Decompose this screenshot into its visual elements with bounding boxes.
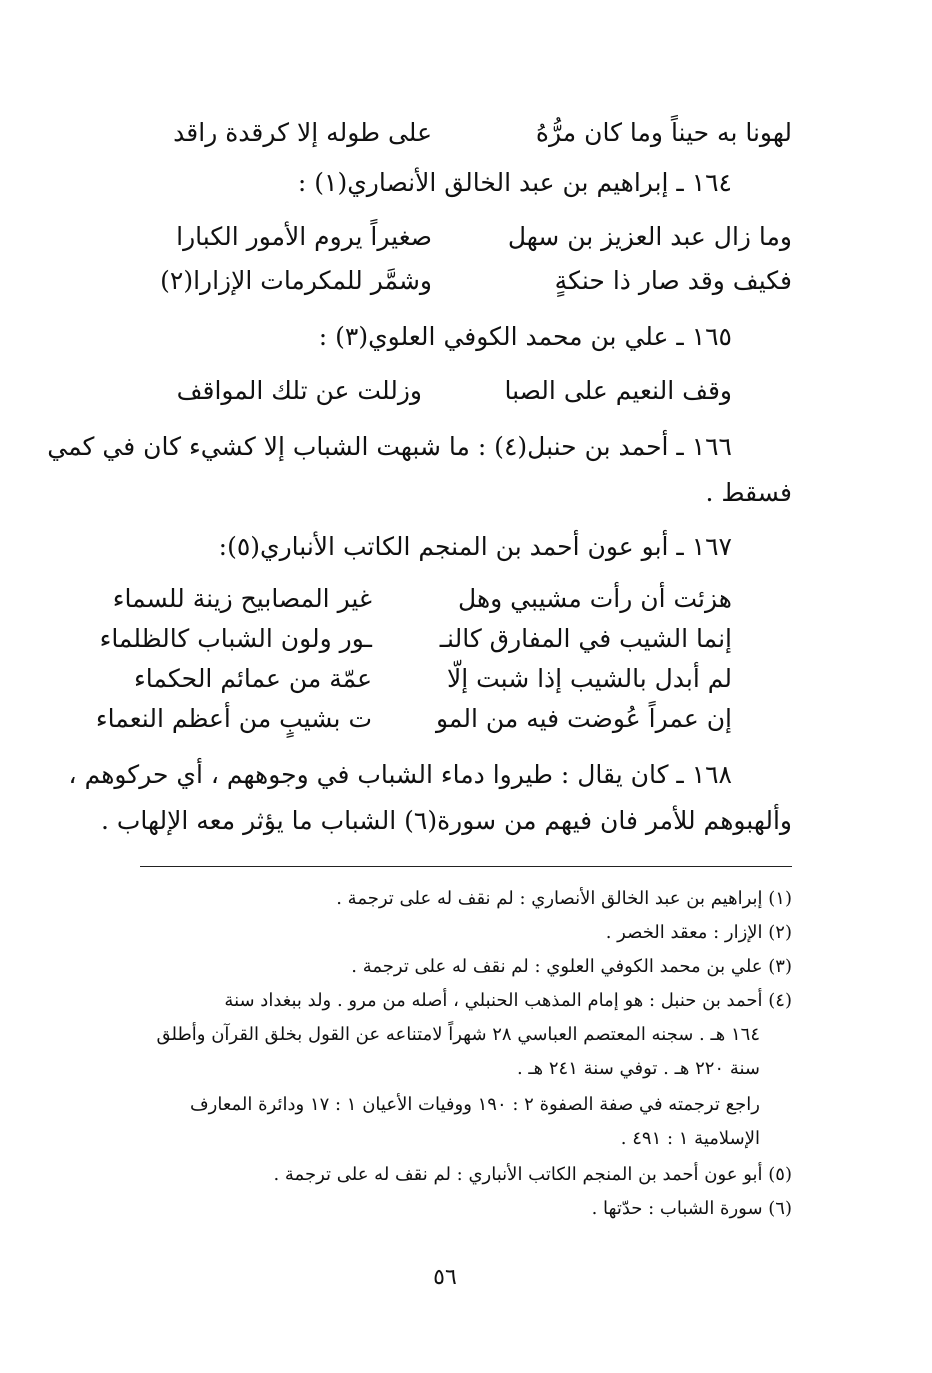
verse-hemistich-left: صغيراً يروم الأمور الكبارا [176, 222, 432, 251]
verse-line [173, 118, 792, 148]
entry-166-line1: ١٦٦ ـ أحمد بن حنبل(٤) : ما شبهت الشباب إلا كشيء كان في كمي [47, 432, 732, 461]
footnote-3: (٣) علي بن محمد الكوفي العلوي : لم نقف له على ترجمة . [351, 956, 792, 977]
page-number: ٥٦ [433, 1265, 457, 1290]
verse-line [100, 624, 732, 654]
footnote-1: (١) إبراهيم بن عبد الخالق الأنصاري : لم نقف له على ترجمة . [336, 888, 792, 909]
verse-hemistich-left: ـور ولون الشباب كالظلماء [99, 624, 372, 653]
verse-hemistich-left: على طوله إلا كرقدة راقد [173, 118, 432, 147]
verse-hemistich-right: لهونا به حيناً وما كان مرُّهُ [535, 118, 792, 147]
entry-166-line2: فسقط . [705, 478, 792, 507]
footnote-separator [140, 866, 792, 867]
entry-168-line2: وألهبوهم للأمر فان فيهم من سورة(٦) الشباب ما يؤثر معه الإلهاب . [100, 806, 792, 835]
footnote-4-line5: الإسلامية ١ : ٤٩١ . [620, 1128, 760, 1149]
verse-line [96, 704, 732, 734]
verse-hemistich-right: إن عمراً عُوضت فيه من المو [435, 704, 732, 733]
footnote-5: (٥) أبو عون أحمد بن المنجم الكاتب الأنباري : لم نقف له على ترجمة . [273, 1164, 792, 1185]
verse-hemistich-right: وقف النعيم على الصبا [504, 376, 732, 405]
verse-hemistich-left: ت بشيبٍ من أعظم النعماء [95, 704, 372, 733]
verse-hemistich-right: هزئت أن رأت مشيبي وهل [458, 584, 732, 613]
entry-167-heading: ١٦٧ ـ أبو عون أحمد بن المنجم الكاتب الأنباري(٥): [218, 532, 732, 561]
verse-line [177, 376, 732, 406]
footnote-4-line4: راجع ترجمته في صفة الصفوة ٢ : ١٩٠ ووفيات الأعيان ١ : ١٧ ودائرة المعارف [190, 1094, 760, 1115]
verse-hemistich-left: غير المصابيح زينة للسماء [112, 584, 372, 613]
footnote-4-line3: سنة ٢٢٠ هـ . توفي سنة ٢٤١ هـ . [516, 1058, 760, 1079]
verse-hemistich-right: لم أبدل بالشيب إذا شبت إلّا [446, 664, 732, 693]
footnote-4-line2: ١٦٤ هـ . سجنه المعتصم العباسي ٢٨ شهراً لامتناعه عن القول بخلق القرآن وأطلق [156, 1024, 760, 1045]
verse-line [160, 266, 792, 296]
verse-hemistich-right: وما زال عبد العزيز بن سهل [507, 222, 792, 251]
verse-hemistich-left: وشمَّر للمكرمات الإزارا(٢) [160, 266, 432, 295]
entry-165-heading: ١٦٥ ـ علي بن محمد الكوفي العلوي(٣) : [318, 322, 732, 351]
verse-hemistich-left: وزللت عن تلك المواقف [176, 376, 422, 405]
entry-168-line1: ١٦٨ ـ كان يقال : طيروا دماء الشباب في وجوههم ، أي حركوهم ، [68, 760, 732, 789]
verse-hemistich-right: فكيف وقد صار ذا حنكةٍ [554, 266, 792, 295]
verse-hemistich-left: عمّة من عمائم الحكماء [134, 664, 372, 693]
verse-line [134, 664, 732, 694]
footnote-6: (٦) سورة الشباب : حدّتها . [591, 1198, 792, 1219]
verse-line [176, 222, 792, 252]
verse-hemistich-right: إنما الشيب في المفارق كالنـ [439, 624, 732, 653]
footnote-2: (٢) الإزار : معقد الخصر . [605, 922, 792, 943]
entry-164-heading: ١٦٤ ـ إبراهيم بن عبد الخالق الأنصاري(١) : [297, 168, 732, 197]
footnote-4-line1: (٤) أحمد بن حنبل : هو إمام المذهب الحنبلي ، أصله من مرو . ولد ببغداد سنة [224, 990, 792, 1011]
verse-line [113, 584, 732, 614]
